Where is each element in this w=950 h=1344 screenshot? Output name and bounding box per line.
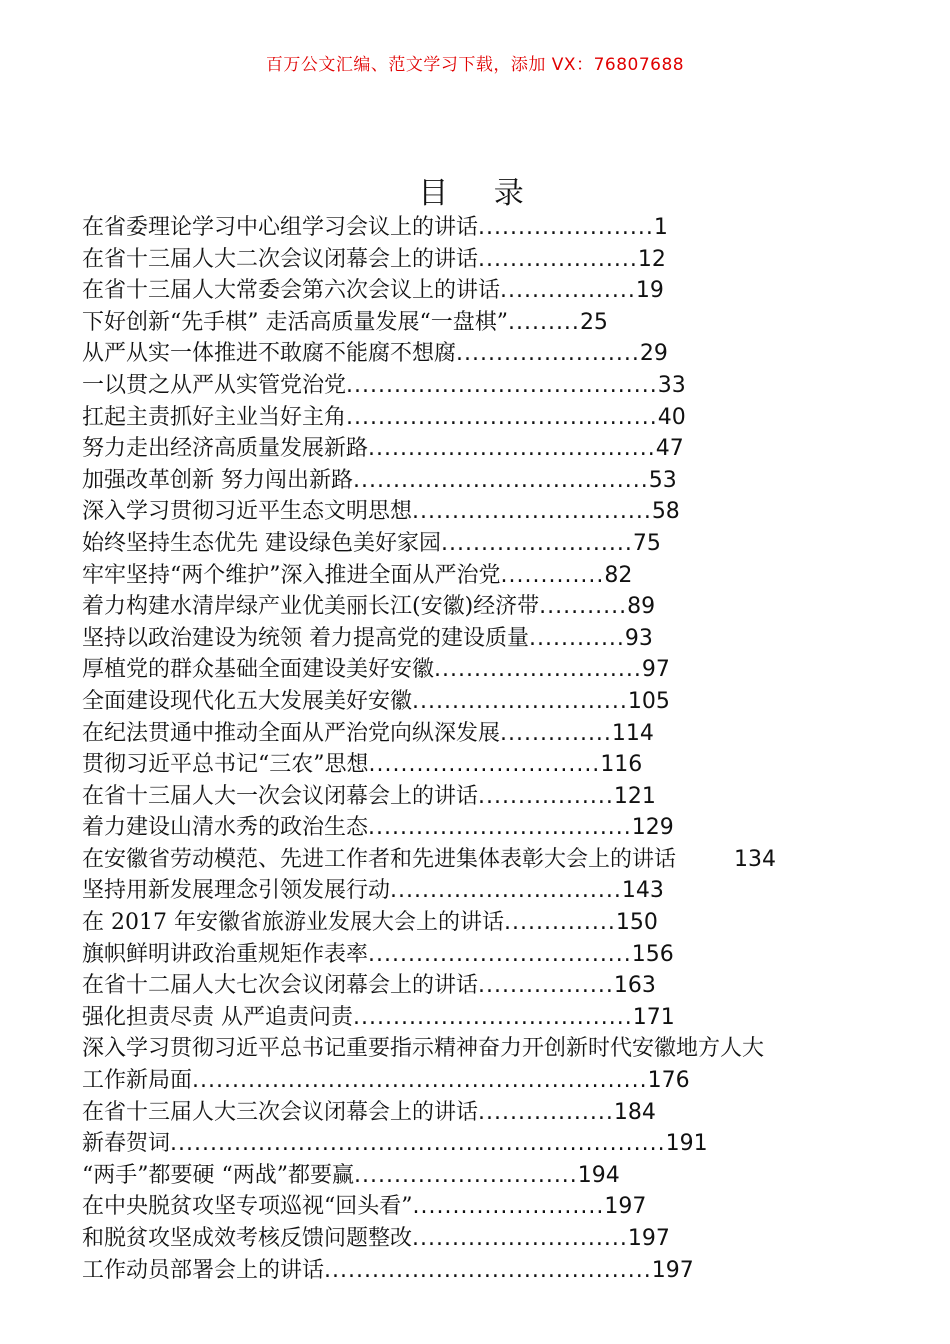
toc-entry-page-number: 89 — [627, 594, 656, 620]
toc-title: 目 录 — [418, 176, 542, 211]
toc-entry[interactable] — [82, 970, 882, 1002]
toc-entry-title: 坚持用新发展理念引领发展行动 — [82, 878, 391, 904]
toc-entry[interactable] — [82, 433, 882, 465]
toc-entry-title: “两手”都要硬 “两战”都要赢 — [82, 1162, 354, 1188]
toc-entry-title: 全面建设现代化五大发展美好安徽 — [82, 688, 413, 714]
toc-entry[interactable] — [82, 686, 882, 718]
toc-entry[interactable] — [82, 781, 882, 813]
toc-entry-leader-dots: ............ — [529, 625, 625, 651]
toc-entry-page-number: 191 — [665, 1131, 708, 1157]
toc-entry-title: 在中央脱贫攻坚专项巡视“回头看” — [82, 1194, 413, 1220]
toc-entry-leader-dots: ....................................... — [346, 404, 658, 430]
toc-entry-leader-dots: ................................... — [353, 1004, 633, 1030]
toc-entry-title: 贯彻习近平总书记“三农”思想 — [82, 752, 369, 778]
header-watermark-note: 百万公文汇编、范文学习下载，添加 VX：76807688 — [265, 55, 685, 75]
toc-entry-title: 在省十三届人大三次会议闭幕会上的讲话 — [82, 1099, 479, 1125]
toc-entry-title: 强化担责尽责 从严追责问责 — [82, 1004, 353, 1030]
toc-entry-title: 工作动员部署会上的讲话 — [82, 1257, 325, 1283]
toc-entry-title: 深入学习贯彻习近平生态文明思想 — [82, 499, 413, 525]
toc-entry-page-number: 163 — [613, 973, 656, 999]
toc-entry[interactable] — [82, 402, 882, 434]
toc-entry-leader-dots: ..................................... — [353, 467, 649, 493]
toc-entry-page-number: 12 — [637, 246, 666, 272]
toc-entry[interactable] — [82, 307, 882, 339]
toc-entry-page-number: 194 — [577, 1162, 620, 1188]
toc-entry-page-number: 176 — [647, 1068, 690, 1094]
toc-entry-leader-dots: .................... — [478, 246, 638, 272]
toc-entry[interactable] — [82, 1223, 882, 1255]
toc-entry-page-number: 33 — [657, 372, 686, 398]
toc-entry[interactable] — [82, 623, 882, 655]
toc-entry[interactable] — [82, 244, 882, 276]
toc-entry-title: 从严从实一体推进不敢腐不能腐不想腐 — [82, 341, 457, 367]
toc-entry-page-number: 156 — [631, 941, 674, 967]
toc-entry-leader-dots: ................. — [478, 973, 614, 999]
toc-entry-leader-dots: ................................. — [368, 815, 632, 841]
toc-entry[interactable] — [82, 1065, 882, 1097]
toc-entry-title: 工作新局面 — [82, 1068, 193, 1094]
toc-entry[interactable] — [82, 496, 882, 528]
toc-entry-leader-dots: ............................ — [353, 1162, 578, 1188]
toc-entry-page-number: 197 — [627, 1226, 670, 1251]
toc-entry[interactable] — [82, 844, 882, 876]
toc-entry-page-number: 19 — [635, 278, 664, 304]
toc-entry-page-number: 116 — [600, 752, 643, 778]
toc-entry-title: 坚持以政治建设为统领 着力提高党的建设质量 — [82, 625, 529, 651]
toc-entry-title: 在省十三届人大常委会第六次会议上的讲话 — [82, 278, 501, 304]
toc-entry-title: 旗帜鲜明讲政治重规矩作表率 — [82, 941, 369, 967]
toc-entry-page-number: 97 — [641, 657, 670, 683]
toc-entry-title: 加强改革创新 努力闯出新路 — [82, 467, 353, 493]
toc-entry-page-number: 150 — [615, 910, 658, 936]
toc-entry[interactable] — [82, 907, 882, 939]
toc-entry[interactable] — [82, 370, 882, 402]
toc-entry[interactable] — [82, 875, 882, 907]
toc-entry-page-number: 143 — [621, 878, 664, 904]
toc-entry[interactable] — [82, 465, 882, 497]
toc-entry[interactable] — [82, 1002, 882, 1034]
toc-entry-title: 努力走出经济高质量发展新路 — [82, 436, 369, 462]
toc-entry[interactable] — [82, 718, 882, 750]
toc-entry-leader-dots: ............................. — [390, 878, 622, 904]
toc-entry-leader-dots: .............................................................. — [170, 1131, 666, 1157]
toc-entry-leader-dots: .............. — [503, 910, 616, 936]
toc-entry-page-number: 129 — [631, 815, 674, 841]
toc-entry-leader-dots: ........................ — [412, 1194, 605, 1220]
toc-entry-page-number: 121 — [613, 783, 656, 809]
toc-entry-leader-dots: ............................. — [368, 752, 601, 778]
toc-entry[interactable] — [82, 654, 882, 686]
toc-entry-page-number: 171 — [632, 1004, 675, 1030]
toc-entry-title: 在 2017 年安徽省旅游业发展大会上的讲话 — [82, 910, 504, 936]
toc-entry-leader-dots: ................. — [478, 783, 614, 809]
toc-entry-title: 在省十三届人大二次会议闭幕会上的讲话 — [82, 246, 479, 272]
toc-entry[interactable] — [82, 1097, 882, 1129]
toc-entry-leader-dots: ....................................... — [346, 372, 658, 398]
toc-entry-title: 在省委理论学习中心组学习会议上的讲话 — [82, 215, 479, 240]
toc-entry-leader-dots: ......................................................... — [192, 1068, 648, 1094]
toc-entry-leader-dots: ........................... — [412, 688, 628, 714]
toc-entry-leader-dots: .................................... — [368, 436, 656, 462]
toc-entry-page-number: 47 — [655, 436, 684, 462]
toc-entry[interactable] — [82, 939, 882, 971]
toc-entry-title: 在纪法贯通中推动全面从严治党向纵深发展 — [82, 720, 501, 746]
toc-entry-leader-dots: ........................ — [441, 530, 633, 556]
toc-entry-title: 新春贺词 — [82, 1131, 171, 1157]
toc-entry-leader-dots: ........... — [539, 594, 628, 620]
toc-entry[interactable] — [82, 560, 882, 592]
toc-entry[interactable] — [82, 1128, 882, 1160]
toc-entry-leader-dots: ........................... — [412, 1226, 628, 1251]
toc-entry-title: 着力建设山清水秀的政治生态 — [82, 815, 369, 841]
toc-entry-page-number: 75 — [632, 530, 661, 556]
toc-entry-page-number: 53 — [648, 467, 677, 493]
toc-entry-page-number: 25 — [579, 309, 608, 335]
toc-entry-page-number: 58 — [651, 499, 680, 525]
toc-entry[interactable] — [82, 275, 882, 307]
toc-entry-leader-dots: ......................................... — [324, 1257, 652, 1283]
toc-entry[interactable] — [82, 812, 882, 844]
toc-entry-leader-dots: ...................... — [478, 215, 654, 240]
toc-entry[interactable] — [82, 1255, 882, 1287]
toc-entry[interactable] — [82, 1033, 882, 1065]
toc-entry-page-number: 184 — [613, 1099, 656, 1125]
toc-entry-leader-dots: .......................... — [434, 657, 642, 683]
toc-entry[interactable] — [82, 1191, 882, 1223]
toc-entry-leader-dots: .............................. — [412, 499, 652, 525]
toc-entry-title: 在省十二届人大七次会议闭幕会上的讲话 — [82, 973, 479, 999]
toc-entry-title: 深入学习贯彻习近平总书记重要指示精神奋力开创新时代安徽地方人大 — [82, 1036, 765, 1062]
toc-entry-title: 着力构建水清岸绿产业优美丽长江(安徽)经济带 — [82, 594, 540, 620]
toc-entry[interactable] — [82, 528, 882, 560]
toc-entry-leader-dots: ............. — [500, 562, 605, 588]
toc-entry-page-number: 105 — [627, 688, 670, 714]
toc-entry-title: 在省十三届人大一次会议闭幕会上的讲话 — [82, 783, 479, 809]
toc-entry[interactable] — [82, 591, 882, 623]
toc-entry-page-number: 1 — [653, 215, 668, 240]
toc-entry[interactable] — [82, 338, 882, 370]
toc-entry[interactable] — [82, 212, 882, 244]
toc-entry-title: 一以贯之从严从实管党治党 — [82, 372, 347, 398]
toc-entry-page-number: 114 — [611, 720, 654, 746]
toc-entry-leader-dots: ................................. — [368, 941, 632, 967]
toc-entry-title: 下好创新“先手棋” 走活高质量发展“一盘棋” — [82, 309, 508, 335]
toc-entry-leader-dots: ....................... — [456, 341, 640, 367]
toc-entry-title: 始终坚持生态优先 建设绿色美好家园 — [82, 530, 441, 556]
toc-entry-leader-dots: ......... — [507, 309, 580, 335]
toc-entry-page-number: 93 — [624, 625, 653, 651]
table-of-contents — [82, 212, 882, 1286]
toc-entry-page-number: 40 — [657, 404, 686, 430]
toc-entry-leader-dots: .............. — [500, 720, 612, 746]
toc-entry-title: 扛起主责抓好主业当好主角 — [82, 404, 347, 430]
toc-entry-page-number: 197 — [651, 1257, 694, 1283]
toc-entry[interactable] — [82, 749, 882, 781]
toc-entry-title: 厚植党的群众基础全面建设美好安徽 — [82, 657, 435, 683]
toc-entry-page-number: 29 — [639, 341, 668, 367]
toc-entry-page-number: 197 — [604, 1194, 647, 1220]
toc-entry[interactable] — [82, 1160, 882, 1192]
toc-entry-leader-dots: ................. — [500, 278, 636, 304]
toc-entry-leader-dots: ................. — [478, 1099, 614, 1125]
toc-entry-title: 在安徽省劳动模范、先进工作者和先进集体表彰大会上的讲话 — [82, 846, 677, 872]
toc-entry-title: 和脱贫攻坚成效考核反馈问题整改 — [82, 1226, 413, 1251]
toc-entry-page-number: 134 — [734, 846, 777, 872]
toc-entry-page-number: 82 — [604, 562, 633, 588]
toc-entry-title: 牢牢坚持“两个维护”深入推进全面从严治党 — [82, 562, 501, 588]
